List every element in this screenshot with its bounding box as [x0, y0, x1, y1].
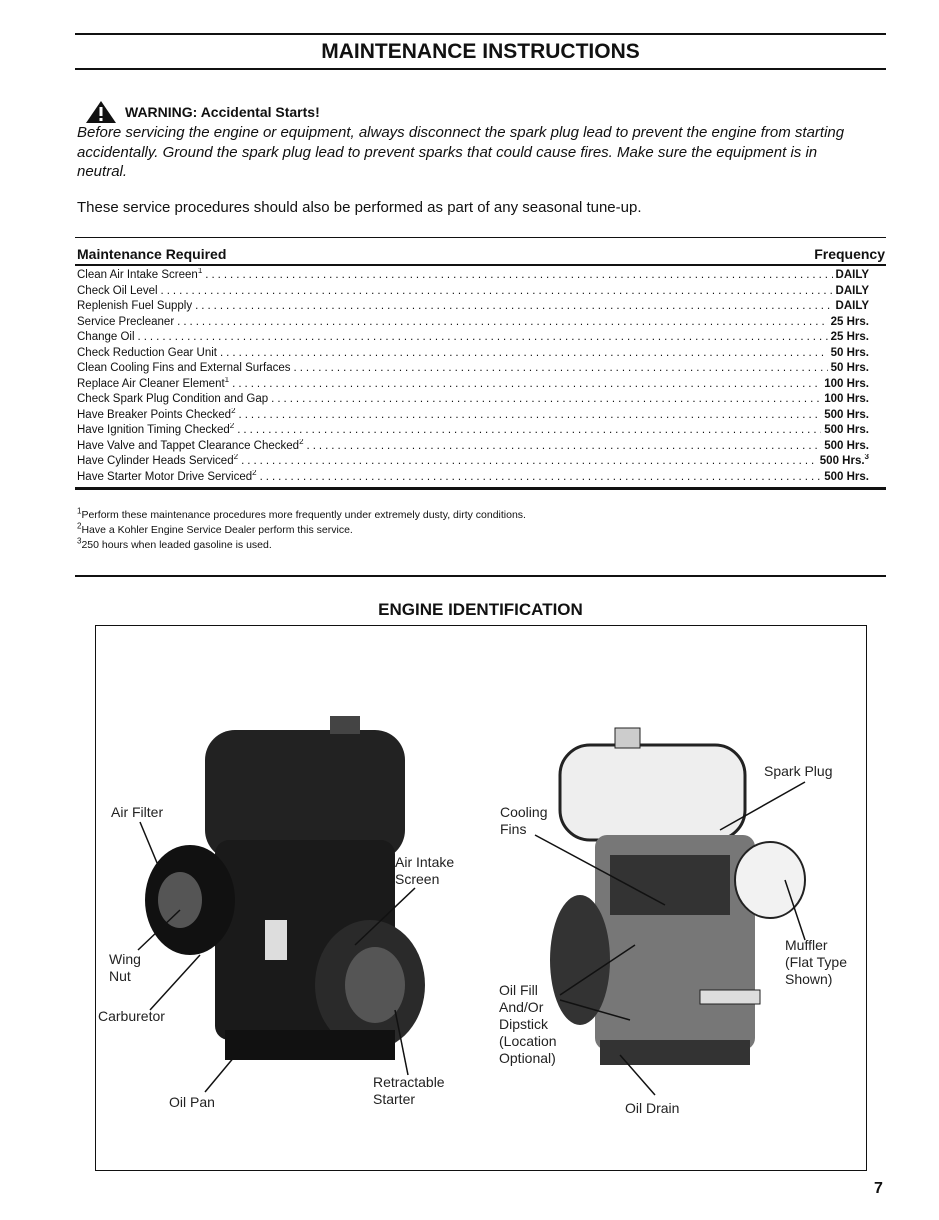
- task-footnote-mark: 2: [229, 423, 235, 431]
- frequency-text: DAILY: [835, 300, 869, 312]
- label-air-intake-screen: [395, 854, 454, 888]
- label-line: Cooling: [500, 804, 548, 820]
- task-text: Have Cylinder Heads Serviced: [77, 455, 234, 467]
- label-line: Retractable: [373, 1074, 445, 1090]
- label-air-filter: Air Filter: [111, 804, 164, 820]
- task-text: Have Valve and Tappet Clearance Checked: [77, 439, 300, 452]
- frequency-text: 50 Hrs.: [830, 362, 869, 374]
- warning-heading-text: WARNING: Accidental Starts!: [125, 104, 320, 120]
- task-text: Service Precleaner: [77, 315, 175, 328]
- task-text: Have Ignition Timing Checked: [77, 424, 230, 436]
- task-text: Have Breaker Points Checked: [77, 408, 232, 421]
- label-line: Air Intake: [395, 854, 455, 870]
- page-title: MAINTENANCE INSTRUCTIONS: [321, 40, 640, 63]
- col-task-header: Maintenance Required: [77, 246, 227, 262]
- label-oil-drain: Oil Drain: [625, 1100, 680, 1116]
- label-line: And/Or: [499, 999, 544, 1015]
- label-line: Muffler: [785, 937, 828, 953]
- frequency-text: 100 Hrs.: [824, 377, 869, 390]
- task-text: Clean Cooling Fins and External Surfaces: [77, 362, 291, 374]
- label-carburetor: Carburetor: [98, 1008, 165, 1024]
- frequency-text: 100 Hrs.: [824, 393, 869, 405]
- frequency-text: 500 Hrs.: [824, 424, 869, 436]
- label-line: (Flat Type: [785, 954, 847, 970]
- footnote-text: Have a Kohler Engine Service Dealer perform this service.: [81, 524, 353, 536]
- label-line: Oil Fill: [499, 982, 538, 998]
- label-oil-pan: Oil Pan: [169, 1094, 215, 1110]
- label-oil-fill-dipstick: [499, 982, 557, 1067]
- label-line: Dipstick: [499, 1016, 549, 1032]
- label-line: Nut: [109, 968, 131, 984]
- label-line: Starter: [373, 1091, 416, 1107]
- col-frequency-header: Frequency: [814, 246, 885, 262]
- task-text: Check Reduction Gear Unit: [77, 346, 217, 359]
- label-wing-nut: [109, 951, 141, 985]
- label-line: Optional): [499, 1050, 556, 1066]
- task-footnote-mark: 1: [224, 376, 230, 384]
- label-muffler: [785, 937, 847, 988]
- footnote-mark: 2: [77, 521, 82, 531]
- task-text: Replace Air Cleaner Element: [77, 377, 225, 390]
- engine-left-illustration: [145, 716, 425, 1060]
- label-retractable-starter: [373, 1074, 445, 1108]
- frequency-text: 500 Hrs.: [824, 408, 869, 421]
- task-footnote-mark: 2: [252, 469, 257, 477]
- label-line: Wing: [109, 951, 141, 967]
- frequency-text: DAILY: [835, 284, 869, 297]
- task-text: Have Starter Motor Drive Serviced: [77, 470, 253, 483]
- page-number: 7: [874, 1180, 883, 1197]
- task-footnote-mark: 1: [197, 268, 203, 276]
- frequency-text: 500 Hrs.: [819, 455, 865, 467]
- footnote-text: Perform these maintenance procedures more frequently under extremely dusty, dirty conditions.: [81, 509, 526, 521]
- task-footnote-mark: 2: [299, 438, 304, 446]
- task-text: Change Oil: [77, 331, 135, 343]
- frequency-text: 500 Hrs.: [824, 439, 869, 452]
- frequency-text: 500 Hrs.: [824, 470, 869, 483]
- task-text: Replenish Fuel Supply: [77, 300, 193, 312]
- task-text: Check Spark Plug Condition and Gap: [77, 393, 269, 405]
- frequency-text: 50 Hrs.: [830, 346, 869, 359]
- engine-identification-title: ENGINE IDENTIFICATION: [378, 600, 583, 619]
- label-line: Fins: [500, 821, 527, 837]
- label-line: Screen: [395, 871, 440, 887]
- footnote-text: 250 hours when leaded gasoline is used.: [81, 539, 272, 551]
- warning-text: Before servicing the engine or equipment, always disconnect the spark plug lead to prevent the engine from starting accidentally. Ground the spark plug lead to prevent sparks that could cause fires. Make sure the equipment is in neutral.: [77, 124, 845, 180]
- frequency-text: 25 Hrs.: [830, 315, 869, 328]
- task-footnote-mark: 2: [231, 407, 236, 415]
- tuneup-note: These service procedures should also be performed as part of any seasonal tune-up.: [77, 199, 642, 216]
- frequency-footnote-mark: 3: [864, 454, 869, 462]
- footnote-mark: 1: [77, 506, 82, 516]
- frequency-text: DAILY: [835, 269, 869, 281]
- frequency-text: 25 Hrs.: [830, 331, 869, 343]
- label-spark-plug: Spark Plug: [764, 763, 833, 779]
- label-cooling-fins: [500, 804, 547, 838]
- task-text: Check Oil Level: [77, 284, 158, 297]
- task-footnote-mark: 2: [233, 454, 239, 462]
- task-text: Clean Air Intake Screen: [77, 269, 198, 281]
- footnote-mark: 3: [77, 536, 82, 546]
- label-line: Shown): [785, 971, 833, 987]
- label-line: (Location: [499, 1033, 557, 1049]
